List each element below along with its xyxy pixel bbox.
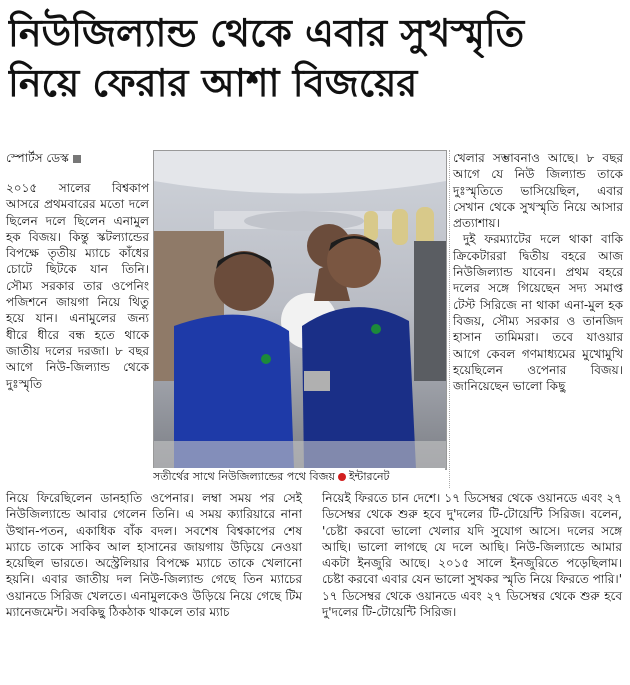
caption-text: সতীর্থের সাথে নিউজিল্যান্ডের পথে বিজয় [153,470,335,483]
square-bullet-icon [73,155,81,163]
column-divider [449,150,450,488]
headline [8,8,622,108]
column-3-paragraph-1: খেলার সম্ভাবনাও আছে। ৮ বছর আগে যে নিউ জিল্যান্ড তাকে দুঃস্মৃতিতে ভাসিয়েছিল, এবার সেখান থেকে সুখস্মৃতি নিয়ে আসার প্রত্যাশায়। [453,151,623,231]
bottom-left-text: নিয়ে ফিরেছিলেন ডানহাতি ওপেনার। লম্বা সময় পর সেই নিউজিল্যান্ডে আবার গেলেন তিনি। এ সময় ক্যারিয়ারে নানা উত্থান-পতন, একাধিক বাঁক বদল। সবশেষ বিশ্বকাপের শেষ ম্যাচে তাকে সাকিব আল হাসানের জায়গায় উড়িয়ে নেওয়া হয়েছিল ভারতে। অস্ট্রেলিয়ার বিপক্ষে ম্যাচে তাকে খেলানো হয়নি। এবার জাতীয় দল নিউ-জিল্যান্ড গেছে তিন ম্যাচের ওয়ানডে সিরিজ খেলতে। এনামুলকেও উড়িয়ে নিয়ে গেছে টিম ম্যানেজমেন্ট। সবকিছু ঠিকঠাক থাকলে তার ম্যাচ [6,491,302,620]
column-3-paragraph-2: দুই ফরম্যাটের দলে থাকা বাকি ক্রিকেটাররা দ্বিতীয় বহরে আজ নিউজিল্যান্ড যাবেন। প্রথম বহরে দলের সঙ্গে গিয়েছেন সদ্য সমাপ্ত টেস্ট সিরিজে না থাকা এনা-মুল হক বিজয়, সৌম্য সরকার ও তানজিদ হাসান তামিমরা। তবে যাওয়ার আগে কেবল গণমাধ্যমের মুখোমুখি হয়েছিলেন ওপেনার বিজয়। জানিয়েছেন ভালো কিছু [453,232,623,394]
headline-line-1: নিউজিল্যান্ড থেকে এবার সুখস্মৃতি [8,11,525,55]
byline-text: স্পোর্টস ডেস্ক [6,151,69,165]
airplane-cabin-photo [154,151,446,469]
photo-caption [153,468,445,486]
article-column-3 [453,150,623,394]
caption-source: ইন্টারনেট [348,470,390,483]
article-photo [153,150,447,470]
red-dot-icon [338,473,346,481]
bottom-right-text: নিয়েই ফিরতে চান দেশে। ১৭ ডিসেম্বর থেকে ওয়ানডে এবং ২৭ ডিসেম্বর থেকে শুরু হবে দু'দলের টি-টোয়েন্টি সিরিজ। বলেন, 'চেষ্টা করবো ভালো খেলার যদি সুযোগ আসে। দলের সঙ্গে আছি। ভালো লাগছে যে দলে আছি। নিউ-জিল্যান্ডে আমার একটা ইনজুরি আছে। ২০১৫ সালে ইনজুরিতে পড়েছিলাম। চেষ্টা করবো এবার যেন ভালো সুখকর স্মৃতি নিয়ে ফিরতে পারি।' ১৭ ডিসেম্বর থেকে ওয়ানডে এবং ২৭ ডিসেম্বর থেকে শুরু হবে দু'দলের টি-টোয়েন্টি সিরিজ। [322,491,622,620]
headline-line-2: নিয়ে ফেরার আশা বিজয়ের [8,61,418,105]
article-column-1 [6,180,149,392]
byline [6,150,148,166]
article-bottom-left [6,490,302,620]
column-1-text: ২০১৫ সালের বিশ্বকাপ আসরে প্রথমবারের মতো দলে ছিলেন দলে ছিলেন এনামুল হক বিজয়। কিন্তু স্কটল্যান্ডের বিপক্ষে তৃতীয় ম্যাচে কাঁধের চোটে ছিটকে যান তিনি। সৌম্য সরকার তার ওপেনিং পজিশনে জায়গা নিয়ে থিতু হয়ে যান। এনামুলের জন্য ধীরে ধীরে বন্ধ হতে থাকে জাতীয় দলের দরজা। ৮ বছর আগে নিউ-জিল্যান্ড থেকে দুঃস্মৃতি [6,181,149,391]
article-bottom-right [322,490,622,620]
